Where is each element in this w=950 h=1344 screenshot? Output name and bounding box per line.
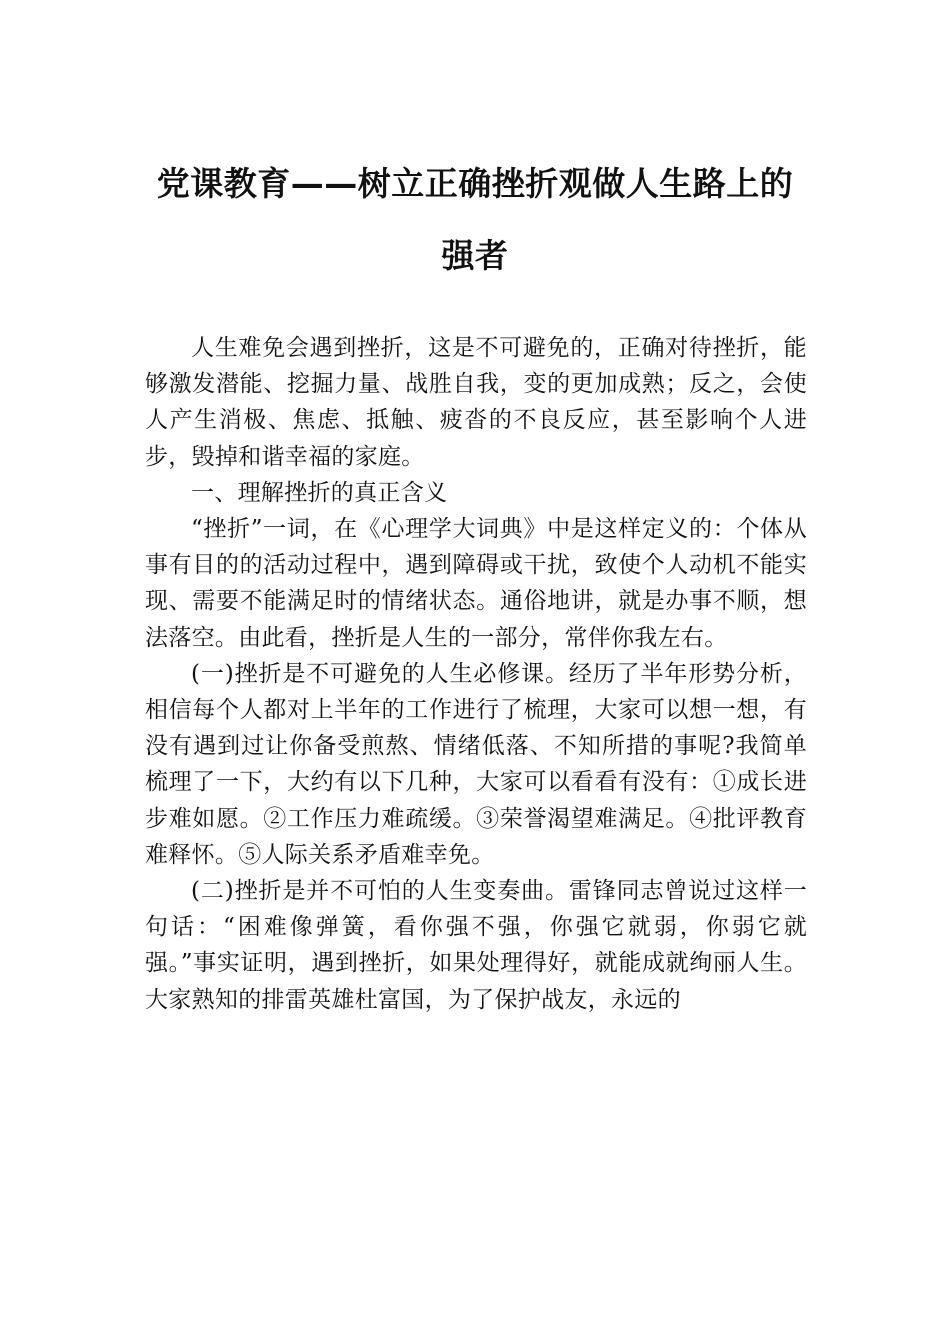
document-title: 党课教育——树立正确挫折观做人生路上的强者 [156,164,794,275]
document-body [145,330,807,1018]
paragraph-subsection-1: (一)挫折是不可避免的人生必修课。经历了半年形势分析，相信每个人都对上半年的工作进行了梳理，大家可以想一想，有没有遇到过让你备受煎熬、情绪低落、不知所措的事呢?我简单梳理了一下，大约有以下几种，大家可以看看有没有：①成长进步难如愿。②工作压力难疏缓。③荣誉渴望难满足。④批评教育难释怀。⑤人际关系矛盾难幸免。 [145,660,807,868]
paragraph-intro: 人生难免会遇到挫折，这是不可避免的，正确对待挫折，能够激发潜能、挖掘力量、战胜自我，变的更加成熟；反之，会使人产生消极、焦虑、抵触、疲沓的不良反应，甚至影响个人进步，毁掉和谐幸福的家庭。 [145,335,807,470]
section-heading-1: 一、理解挫折的真正含义 [191,479,448,506]
paragraph-subsection-2: (二)挫折是并不可怕的人生变奏曲。雷锋同志曾说过这样一句话：“困难像弹簧，看你强不强，你强它就弱，你弱它就强。”事实证明，遇到挫折，如果处理得好，就能成就绚丽人生。大家熟知的排雷英雄杜富国，为了保护战友，永远的 [145,878,807,1013]
paragraph-definition: “挫折”一词，在《心理学大词典》中是这样定义的：个体从事有目的的活动过程中，遇到障碍或干扰，致使个人动机不能实现、需要不能满足时的情绪状态。通俗地讲，就是办事不顺，想法落空。由此看，挫折是人生的一部分，常伴你我左右。 [145,516,807,651]
